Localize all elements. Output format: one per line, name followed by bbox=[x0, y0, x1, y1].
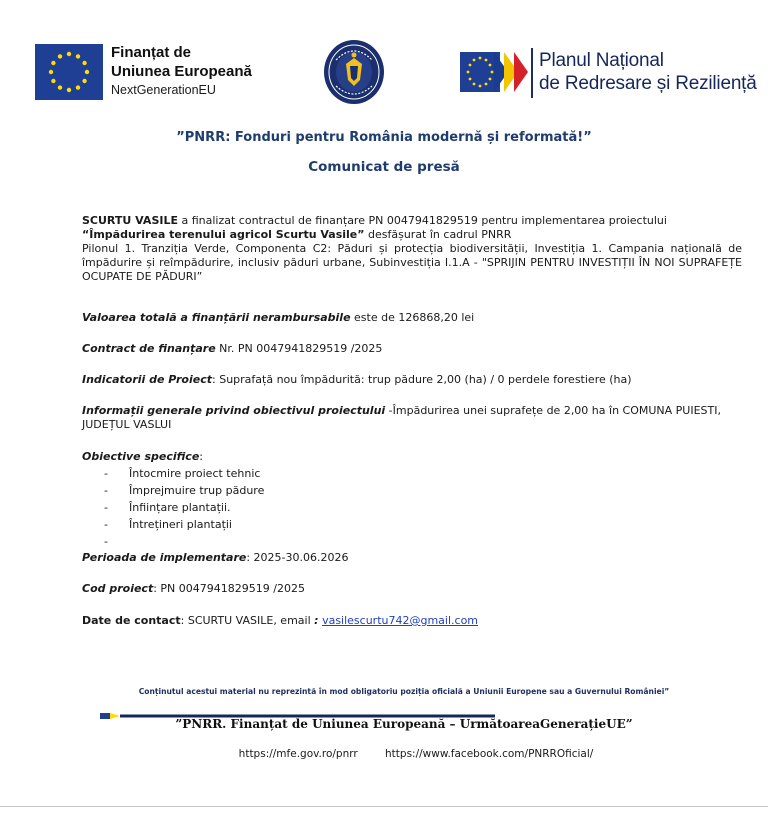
implementation-period bbox=[82, 551, 349, 565]
eu-star-icon bbox=[58, 85, 62, 89]
pnrr-title-line1: Planul Național bbox=[539, 50, 664, 71]
objectives-heading bbox=[82, 450, 203, 464]
eu-star-icon bbox=[76, 85, 80, 89]
contract-text: Nr. PN 0047941829519 /2025 bbox=[215, 342, 383, 355]
intro-paragraph bbox=[82, 214, 742, 284]
project-name: “Împădurirea terenului agricol Scurtu Vasile” bbox=[82, 228, 365, 241]
funding-value-text: este de 126868,20 lei bbox=[350, 311, 475, 324]
eu-funding-text bbox=[111, 43, 252, 97]
contract-number bbox=[82, 342, 382, 356]
objectives-colon: : bbox=[199, 450, 203, 463]
eu-star-icon bbox=[82, 79, 86, 83]
eu-star-icon bbox=[49, 70, 53, 74]
project-code-text: : PN 0047941829519 /2025 bbox=[153, 582, 305, 595]
footer-links bbox=[0, 748, 768, 760]
romanian-government-seal-icon bbox=[322, 38, 386, 106]
eu-star-icon bbox=[82, 61, 86, 65]
pnrr-logo-icon bbox=[460, 48, 532, 96]
objectives-list bbox=[104, 465, 264, 550]
bottom-divider bbox=[0, 806, 768, 807]
objective-text: Întocmire proiect tehnic bbox=[129, 467, 261, 480]
email-link[interactable]: vasilescurtu742@gmail.com bbox=[322, 614, 479, 627]
facebook-link[interactable]: https://www.facebook.com/PNRROficial/ bbox=[385, 748, 594, 760]
footer-title: ”PNRR. Finanțat de Uniunea Europeană – UrmătoareaGenerațieUE” bbox=[175, 717, 633, 731]
document-title: Comunicat de presă bbox=[308, 159, 460, 175]
list-dash: - bbox=[104, 501, 108, 514]
eu-star-icon bbox=[51, 79, 55, 83]
pnrr-divider bbox=[531, 48, 533, 98]
contact-text: : SCURTU VASILE, email bbox=[180, 614, 315, 627]
project-code-label: Cod proiect bbox=[82, 582, 154, 595]
eu-flag-icon bbox=[35, 44, 103, 100]
eu-funding-line1: Finanțat de bbox=[111, 44, 192, 61]
contact-info bbox=[82, 614, 478, 628]
intro-text-3: Pilonul 1. Tranziția Verde, Componenta C2: Păduri și protecția biodiversității, Investiția 1. Campania națională de împădurire și reîmpădurire, inclusiv păduri urbane, Subinvestiția I.1.A - "SPRIJIN PENTRU INVESTIȚII ÎN NOI SUPRAFEȚE OCUPATE DE PĂDURI” bbox=[82, 242, 742, 283]
general-info bbox=[82, 404, 742, 432]
footer-color-bar bbox=[100, 704, 495, 710]
list-dash: - bbox=[104, 484, 108, 497]
indicators-text: : Suprafață nou împădurită: trup pădure 2,00 (ha) / 0 perdele forestiere (ha) bbox=[212, 373, 632, 386]
list-dash: - bbox=[104, 467, 108, 480]
intro-text-2: desfășurat în cadrul PNRR bbox=[364, 228, 512, 241]
slogan: ”PNRR: Fonduri pentru România modernă și reformată!” bbox=[176, 130, 592, 145]
press-release-body bbox=[82, 214, 742, 627]
objectives-label: Obiective specifice bbox=[82, 450, 200, 463]
contract-label: Contract de finanțare bbox=[82, 342, 216, 355]
pnrr-title bbox=[539, 49, 757, 95]
mfe-link[interactable]: https://mfe.gov.ro/pnrr bbox=[238, 748, 358, 760]
disclaimer: Conținutul acestui material nu reprezintă în mod obligatoriu poziția oficială a Uniunii Europene sau a Guvernului României” bbox=[138, 687, 670, 696]
pnrr-title-line2: de Redresare și Reziliență bbox=[539, 73, 757, 94]
eu-star-icon bbox=[67, 88, 71, 92]
objective-text: Întrețineri plantații bbox=[129, 518, 232, 531]
list-item bbox=[104, 465, 264, 482]
beneficiary-name: SCURTU VASILE bbox=[82, 214, 178, 227]
contact-separator: : bbox=[314, 614, 319, 627]
indicators-label: Indicatorii de Proiect bbox=[82, 373, 213, 386]
period-text: : 2025-30.06.2026 bbox=[246, 551, 349, 564]
list-item bbox=[104, 499, 264, 516]
funding-value bbox=[82, 311, 474, 325]
eu-star-icon bbox=[58, 54, 62, 58]
eu-star-icon bbox=[51, 61, 55, 65]
eu-star-icon bbox=[76, 54, 80, 58]
list-dash: - bbox=[104, 518, 108, 531]
project-code bbox=[82, 582, 305, 596]
general-info-text: -Împădurirea unei suprafețe de 2,00 ha în COMUNA PUIESTI, JUDEȚUL VASLUI bbox=[82, 404, 721, 431]
eu-star-icon bbox=[85, 70, 89, 74]
list-item bbox=[104, 533, 264, 550]
header bbox=[0, 36, 768, 116]
list-dash: - bbox=[104, 535, 108, 548]
eu-funding-line2: Uniunea Europeană bbox=[111, 63, 252, 80]
contact-label: Date de contact bbox=[82, 614, 181, 627]
eu-funding-line3: NextGenerationEU bbox=[111, 83, 216, 97]
list-item bbox=[104, 482, 264, 499]
eu-star-icon bbox=[67, 52, 71, 56]
funding-value-label: Valoarea totală a finanțării nerambursabile bbox=[82, 311, 351, 324]
list-item bbox=[104, 516, 264, 533]
project-indicators bbox=[82, 373, 632, 387]
objective-text: Înființare plantații. bbox=[129, 501, 231, 514]
objective-text: Împrejmuire trup pădure bbox=[129, 484, 265, 497]
intro-text-1: a finalizat contractul de finanțare PN 0047941829519 pentru implementarea proiectului bbox=[178, 214, 667, 227]
period-label: Perioada de implementare bbox=[82, 551, 247, 564]
general-info-label: Informații generale privind obiectivul proiectului bbox=[82, 404, 386, 417]
